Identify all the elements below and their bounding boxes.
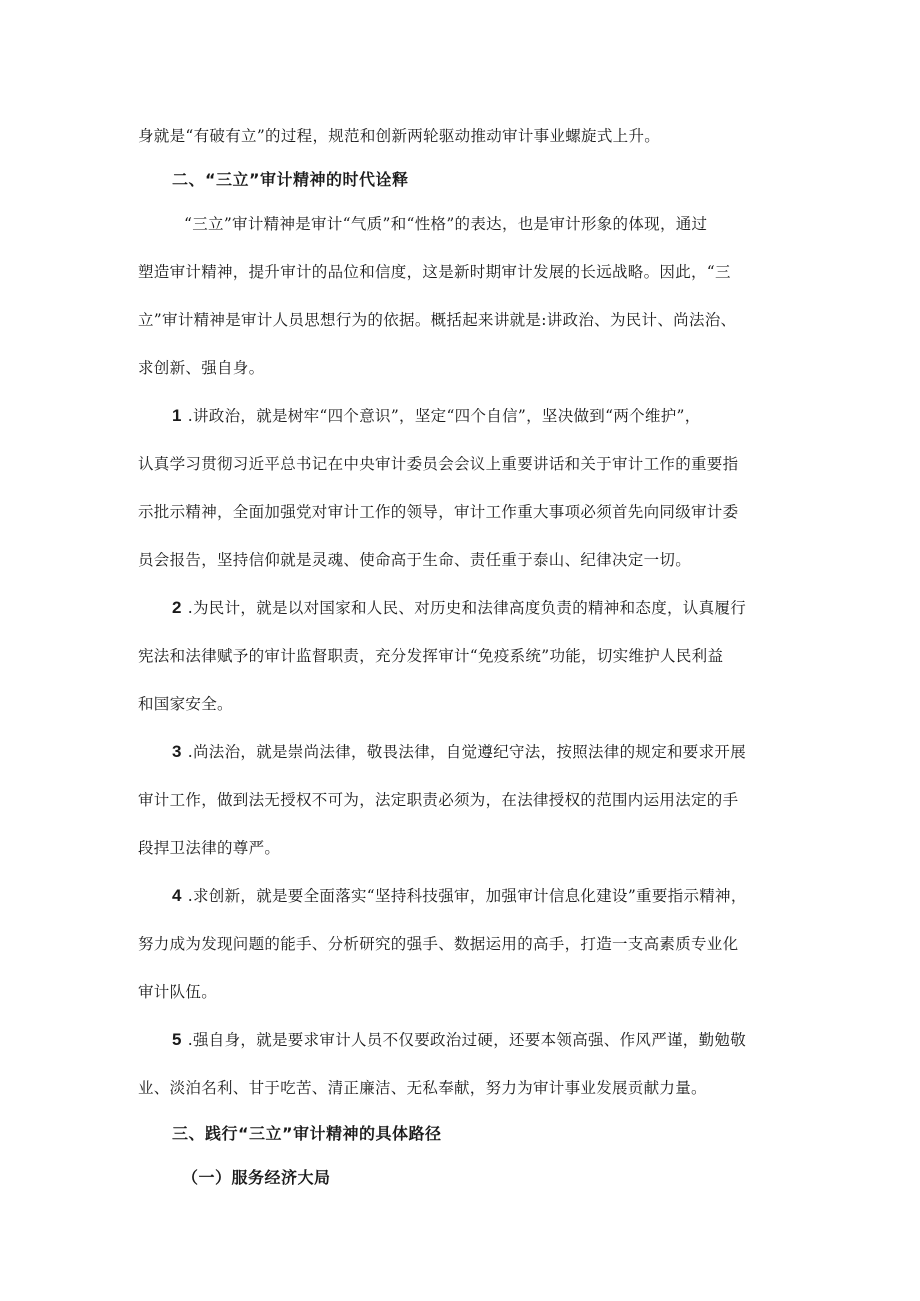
list-item-first-line (172, 886, 747, 906)
paragraph-line: 宪法和法律赋予的审计监督职责，充分发挥审计“免疫系统”功能，切实维护人民利益 (138, 647, 724, 665)
list-item-number: 1 (172, 406, 182, 425)
list-item-first-line (172, 598, 746, 618)
list-item-number: 2 (172, 598, 182, 617)
list-item-text: .强自身，就是要求审计人员不仅要政治过硬，还要本领高强、作风严谨，勤勉敬 (187, 1031, 746, 1049)
paragraph-line: 求创新、强自身。 (138, 359, 265, 377)
subsection-heading: （一）服务经济大局 (182, 1168, 331, 1187)
list-item-number: 4 (172, 886, 182, 905)
paragraph-line: 立”审计精神是审计人员思想行为的依据。概括起来讲就是:讲政治、为民计、尚法治、 (138, 311, 737, 329)
list-item-number: 5 (172, 1030, 182, 1049)
paragraph-line: 审计队伍。 (138, 983, 218, 1001)
paragraph-line: “三立”审计精神是审计“气质”和“性格”的表达，也是审计形象的体现，通过 (184, 215, 708, 233)
list-item-text: .为民计，就是以对国家和人民、对历史和法律高度负责的精神和态度，认真履行 (187, 599, 746, 617)
list-item-first-line (172, 406, 701, 426)
list-item-text: .求创新，就是要全面落实“坚持科技强审，加强审计信息化建设”重要指示精神， (187, 887, 747, 905)
paragraph-line: 段捍卫法律的尊严。 (138, 839, 281, 857)
opening-line: 身就是“有破有立”的过程，规范和创新两轮驱动推动审计事业螺旋式上升。 (138, 127, 661, 145)
paragraph-line: 员会报告，坚持信仰就是灵魂、使命高于生命、责任重于泰山、纪律决定一切。 (138, 551, 692, 569)
paragraph-line: 审计工作，做到法无授权不可为，法定职责必须为，在法律授权的范围内运用法定的手 (138, 791, 739, 809)
paragraph-line: 示批示精神，全面加强党对审计工作的领导，审计工作重大事项必须首先向同级审计委 (138, 503, 739, 521)
section-heading: 二、“三立”审计精神的时代诠释 (172, 170, 409, 189)
section-heading: 三、践行“三立”审计精神的具体路径 (172, 1124, 442, 1143)
paragraph-line: 认真学习贯彻习近平总书记在中央审计委员会会议上重要讲话和关于审计工作的重要指 (138, 455, 739, 473)
paragraph-line: 业、淡泊名利、甘于吃苦、清正廉洁、无私奉献，努力为审计事业发展贡献力量。 (138, 1079, 707, 1097)
list-item-text: .讲政治，就是树牢“四个意识”，坚定“四个自信”，坚决做到“两个维护”， (187, 407, 701, 425)
list-item-number: 3 (172, 742, 182, 761)
paragraph-line: 努力成为发现问题的能手、分析研究的强手、数据运用的高手，打造一支高素质专业化 (138, 935, 739, 953)
list-item-text: .尚法治，就是崇尚法律，敬畏法律，自觉遵纪守法，按照法律的规定和要求开展 (187, 743, 746, 761)
paragraph-line: 和国家安全。 (138, 695, 233, 713)
paragraph-line: 塑造审计精神，提升审计的品位和信度，这是新时期审计发展的长远战略。因此，“三 (138, 263, 731, 281)
list-item-first-line (172, 742, 746, 762)
list-item-first-line (172, 1030, 746, 1050)
